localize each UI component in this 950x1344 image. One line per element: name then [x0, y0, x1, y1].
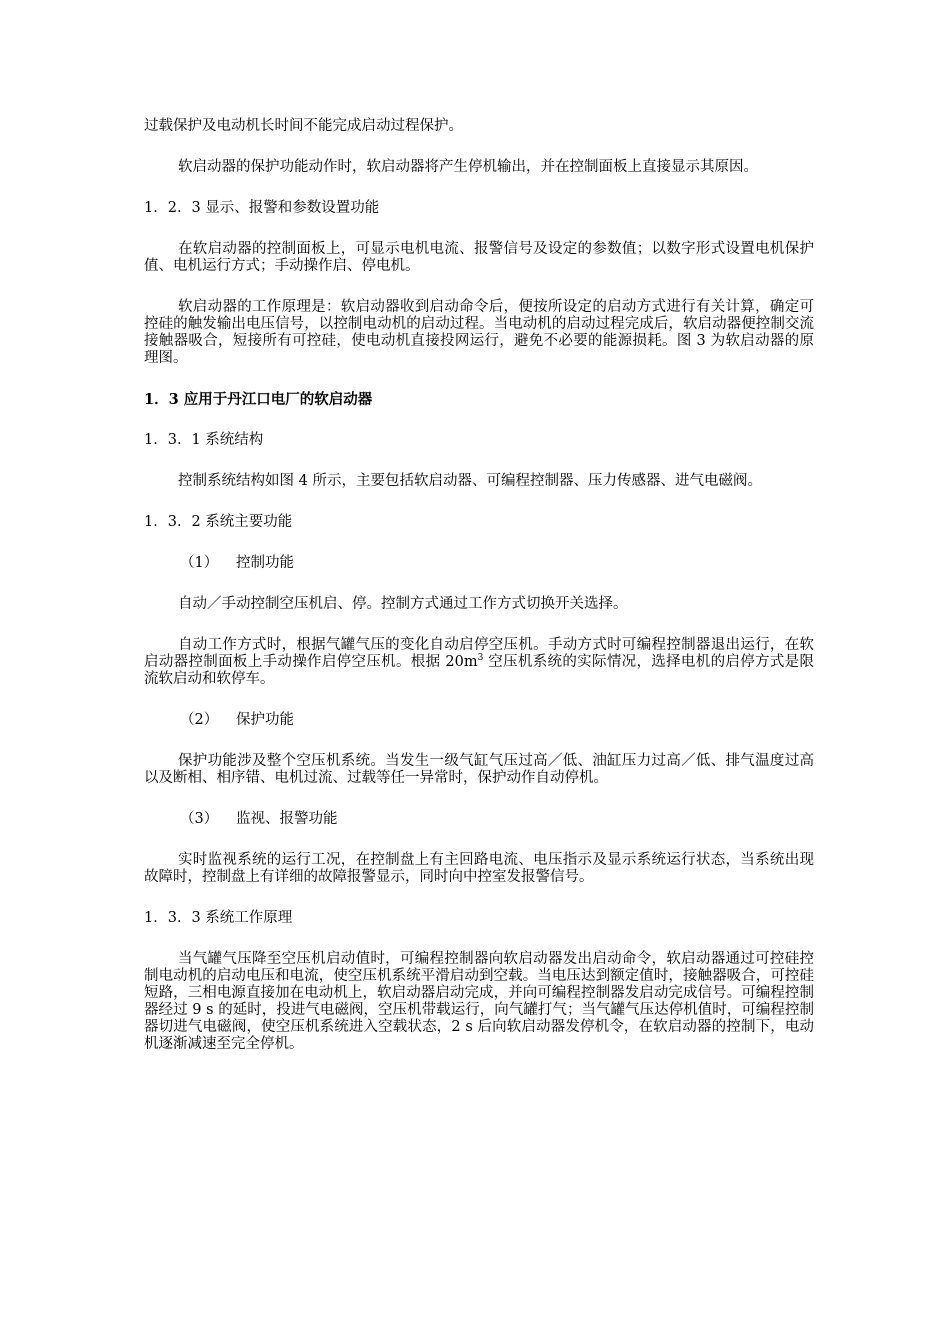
paragraph-text: 空压机系统的实际情况，选择电机的启停方式是限流软启动和软停车。 [144, 654, 815, 687]
superscript: 3 [477, 653, 484, 664]
section-heading-1-3: 1．3 应用于丹江口电厂的软启动器 [144, 391, 373, 408]
list-item [144, 555, 814, 572]
list-item-number: （1） [180, 555, 219, 571]
paragraph: 当气罐气压降至空压机启动值时，可编程控制器向软启动器发出启动命令，软启动器通过可控硅控制电动机的启动电压和电流，使空压机系统平滑启动到空载。当电压达到额定值时，接触器吸合，可控硅短路，三相电源直接加在电动机上，软启动器启动完成，并向可编程控制器发启动完成信号。可编程控制器经过 9 s 的延时，投进气电磁阀，空压机带载运行，向气罐打气；当气罐气压达停机值时，可编程控制器切进气电磁阀，使空压机系统进入空载状态，2 s 后向软启动器发停机令，在软启动器的控制下，电动机逐渐减速至完全停机。 [144, 951, 814, 1052]
paragraph: 软启动器的工作原理是：软启动器收到启动命令后，便按所设定的启动方式进行有关计算，确定可控硅的触发输出电压信号，以控制电动机的启动过程。当电动机的启动过程完成后，软启动器便控制交流接触器吸合，短接所有可控硅，使电动机直接投网运行，避免不必要的能源损耗。图 3 为软启动器的原理图。 [144, 299, 814, 366]
paragraph: 在软启动器的控制面板上，可显示电机电流、报警信号及设定的参数值；以数字形式设置电机保护值、电机运行方式；手动操作启、停电机。 [144, 241, 814, 274]
list-item [144, 811, 814, 828]
list-item [144, 712, 814, 729]
list-item-text: 控制功能 [236, 555, 294, 571]
paragraph: 控制系统结构如图 4 所示，主要包括软启动器、可编程控制器、压力传感器、进气电磁阀。 [178, 473, 762, 489]
section-heading-1-2-3: 1．2．3 显示、报警和参数设置功能 [144, 200, 380, 216]
paragraph: 自动／手动控制空压机启、停。控制方式通过工作方式切换开关选择。 [178, 596, 628, 612]
section-heading-1-3-2: 1．3．2 系统主要功能 [144, 514, 293, 530]
paragraph-text: 自动工作方式时，根据气罐气压的变化自动启停空压机。手动方式时可编程控制器退出运行，在软启动器控制面板上手动操作启停空压机。根据 20m [144, 637, 814, 670]
section-heading-1-3-1: 1．3．1 系统结构 [144, 432, 264, 448]
list-item-text: 保护功能 [236, 712, 294, 728]
document-body [144, 118, 814, 1053]
list-item-number: （3） [180, 811, 219, 827]
list-item-number: （2） [180, 712, 219, 728]
paragraph: 实时监视系统的运行工况，在控制盘上有主回路电流、电压指示及显示系统运行状态，当系统出现故障时，控制盘上有详细的故障报警显示，同时向中控室发报警信号。 [144, 852, 814, 885]
section-heading-1-3-3: 1．3．3 系统工作原理 [144, 910, 293, 926]
paragraph [144, 637, 814, 688]
paragraph: 软启动器的保护功能动作时，软启动器将产生停机输出，并在控制面板上直接显示其原因。 [178, 159, 758, 175]
paragraph: 过载保护及电动机长时间不能完成启动过程保护。 [144, 118, 463, 134]
paragraph: 保护功能涉及整个空压机系统。当发生一级气缸气压过高／低、油缸压力过高／低、排气温度过高以及断相、相序错、电机过流、过载等任一异常时，保护动作自动停机。 [144, 753, 814, 786]
list-item-text: 监视、报警功能 [236, 811, 338, 827]
